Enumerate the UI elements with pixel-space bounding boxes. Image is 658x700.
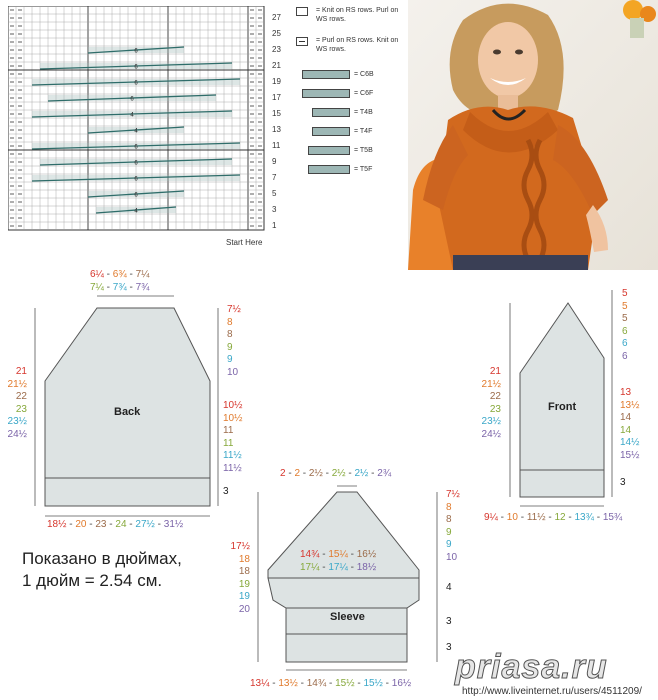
size-value: 14 bbox=[620, 424, 632, 436]
size-value: 21½ bbox=[7, 378, 27, 390]
back-length-measure bbox=[3, 366, 27, 441]
size-value: 6¾ bbox=[112, 269, 127, 280]
front-hem bbox=[520, 470, 604, 497]
separator: - bbox=[368, 468, 378, 479]
size-value: 10 bbox=[506, 512, 518, 523]
size-value: 24½ bbox=[481, 428, 501, 440]
size-value: 2¾ bbox=[377, 468, 392, 479]
size-value: 19 bbox=[238, 591, 250, 602]
size-value: 12 bbox=[554, 512, 566, 523]
sleeve-cap-height-measure bbox=[446, 489, 460, 564]
separator: - bbox=[347, 549, 357, 560]
size-value: 23 bbox=[15, 403, 27, 415]
separator: - bbox=[319, 549, 329, 560]
cable-label: 4 bbox=[134, 208, 138, 215]
size-value: 11 bbox=[223, 437, 234, 449]
size-value: 18½ bbox=[356, 561, 377, 573]
size-value: 20 bbox=[75, 519, 87, 530]
size-value: 18 bbox=[238, 566, 250, 577]
separator: - bbox=[103, 281, 113, 293]
size-value: 2½ bbox=[354, 468, 369, 479]
row-number: 5 bbox=[272, 189, 277, 198]
separator: - bbox=[382, 678, 392, 689]
size-value: 5 bbox=[622, 288, 628, 299]
legend-cable-code: = T5B bbox=[354, 147, 373, 154]
separator: - bbox=[154, 519, 164, 530]
size-value: 8 bbox=[446, 501, 452, 513]
cable-label: 6 bbox=[134, 176, 138, 183]
watermark-logo: priasa.ru bbox=[455, 648, 608, 686]
front-neck-measure bbox=[622, 288, 628, 363]
size-value: 10 bbox=[227, 366, 239, 378]
size-value: 6 bbox=[622, 325, 628, 337]
size-value: 2 bbox=[294, 468, 301, 479]
back-armhole-measure bbox=[227, 304, 241, 379]
size-value: 2½ bbox=[308, 468, 323, 479]
legend-cable-code: = C6F bbox=[354, 90, 374, 97]
size-value: 16½ bbox=[391, 678, 412, 689]
row-number: 1 bbox=[272, 221, 277, 230]
row-number: 3 bbox=[272, 205, 277, 214]
size-value: 8 bbox=[227, 329, 233, 340]
front-piece bbox=[520, 303, 604, 470]
legend-cable-code: = T4B bbox=[354, 109, 373, 116]
row-number: 15 bbox=[272, 109, 281, 118]
legend-cable-code: = T4F bbox=[354, 128, 373, 135]
size-value: 13¼ bbox=[250, 678, 270, 689]
separator: - bbox=[593, 512, 603, 523]
legend-knit-text: = Knit on RS rows. Purl on WS rows. bbox=[316, 7, 399, 23]
separator: - bbox=[517, 512, 527, 523]
sleeve-hem bbox=[286, 634, 407, 662]
size-value: 13½ bbox=[278, 678, 298, 689]
size-value: 31½ bbox=[163, 519, 184, 530]
size-value: 7¾ bbox=[112, 281, 127, 293]
row-number: 13 bbox=[272, 125, 281, 134]
size-value: 10½ bbox=[223, 412, 243, 424]
front-side-measure bbox=[620, 387, 639, 462]
separator: - bbox=[126, 519, 136, 530]
separator: - bbox=[297, 678, 307, 689]
legend-cable-code: = C6B bbox=[354, 71, 374, 78]
cable-label: 6 bbox=[134, 48, 138, 55]
back-width-measure bbox=[47, 519, 183, 532]
size-value: 5 bbox=[622, 313, 628, 324]
size-value: 15½ bbox=[363, 678, 383, 689]
row-number: 25 bbox=[272, 29, 281, 38]
size-value: 15¾ bbox=[602, 512, 623, 523]
cable-label: 4 bbox=[130, 112, 134, 119]
cable-label: 4 bbox=[134, 128, 138, 135]
size-value: 9¼ bbox=[484, 512, 498, 523]
size-value: 23 bbox=[489, 403, 501, 415]
row-number: 27 bbox=[272, 13, 281, 22]
cable-label: 6 bbox=[134, 64, 138, 71]
size-value: 8 bbox=[227, 316, 233, 328]
sleeve-width-measure bbox=[250, 678, 411, 691]
size-value: 23 bbox=[95, 519, 107, 530]
size-value: 21 bbox=[15, 366, 27, 377]
size-value: 13½ bbox=[620, 399, 640, 411]
watermark-url: http://www.liveinternet.ru/users/4511209/ bbox=[462, 686, 642, 697]
separator: - bbox=[545, 512, 555, 523]
size-value: 19 bbox=[238, 578, 250, 590]
size-value: 13 bbox=[620, 387, 632, 398]
row-number: 11 bbox=[272, 141, 281, 150]
sleeve-label: Sleeve bbox=[330, 611, 365, 623]
separator: - bbox=[66, 519, 76, 530]
back-hem-measure: 3 bbox=[223, 486, 229, 497]
size-value: 8 bbox=[446, 514, 452, 525]
size-value: 15½ bbox=[335, 678, 355, 689]
size-value: 21½ bbox=[481, 378, 501, 390]
size-value: 10½ bbox=[223, 400, 243, 411]
separator: - bbox=[322, 468, 332, 479]
separator: - bbox=[86, 519, 96, 530]
back-piece bbox=[45, 308, 210, 478]
size-value: 7½ bbox=[446, 489, 460, 500]
size-value: 7¼ bbox=[90, 281, 104, 293]
separator: - bbox=[300, 468, 309, 479]
front-width-measure bbox=[484, 512, 622, 525]
size-value: 10 bbox=[446, 551, 458, 563]
back-hem bbox=[45, 478, 210, 506]
size-value: 14 bbox=[620, 412, 632, 423]
size-value: 15¼ bbox=[328, 549, 348, 560]
size-value: 17½ bbox=[230, 541, 250, 552]
size-value: 7¾ bbox=[135, 281, 150, 293]
row-number: 19 bbox=[272, 77, 281, 86]
size-value: 2 bbox=[280, 468, 286, 479]
size-value: 22 bbox=[15, 391, 27, 402]
size-value: 17¼ bbox=[300, 561, 320, 573]
size-value: 6 bbox=[622, 338, 628, 349]
size-value: 15½ bbox=[620, 449, 640, 461]
size-value: 21 bbox=[489, 366, 501, 377]
size-value: 7½ bbox=[227, 304, 241, 315]
size-value: 9 bbox=[446, 526, 452, 538]
sleeve-cuff bbox=[268, 578, 419, 608]
size-value: 14½ bbox=[620, 437, 640, 448]
size-value: 23½ bbox=[481, 416, 501, 427]
separator: - bbox=[347, 561, 357, 573]
size-value: 7¼ bbox=[135, 269, 150, 280]
row-number: 23 bbox=[272, 45, 281, 54]
size-value: 9 bbox=[227, 354, 233, 365]
back-side-measure bbox=[223, 400, 242, 475]
size-value: 24½ bbox=[7, 428, 27, 440]
size-value: 18 bbox=[238, 553, 250, 565]
units-note bbox=[22, 548, 252, 592]
separator: - bbox=[269, 678, 279, 689]
size-value: 9 bbox=[227, 341, 233, 353]
units-note-line2: 1 дюйм = 2.54 см. bbox=[22, 571, 163, 590]
size-value: 2½ bbox=[331, 468, 346, 479]
sleeve-hem-measure: 3 bbox=[446, 642, 452, 653]
size-value: 5 bbox=[622, 300, 628, 312]
size-value: 17¼ bbox=[328, 561, 348, 573]
separator: - bbox=[497, 512, 507, 523]
row-number: 17 bbox=[272, 93, 281, 102]
size-value: 9 bbox=[446, 539, 452, 550]
sleeve-mid-measure: 3 bbox=[446, 616, 452, 627]
separator: - bbox=[285, 468, 295, 479]
separator: - bbox=[565, 512, 575, 523]
separator: - bbox=[326, 678, 336, 689]
back-label: Back bbox=[114, 406, 141, 418]
cable-label: 6 bbox=[134, 144, 138, 151]
sleeve-cap-width bbox=[300, 549, 376, 574]
row-number: 9 bbox=[272, 157, 277, 166]
separator: - bbox=[106, 519, 116, 530]
cable-label: 6 bbox=[134, 160, 138, 167]
units-note-line1: Показано в дюймах, bbox=[22, 549, 182, 568]
sleeve-top-width bbox=[280, 468, 391, 481]
separator: - bbox=[354, 678, 364, 689]
size-value: 6 bbox=[622, 350, 628, 362]
sleeve-cuff-measure: 4 bbox=[446, 582, 452, 593]
size-value: 11½ bbox=[526, 512, 546, 523]
size-value: 6¼ bbox=[90, 269, 104, 280]
separator: - bbox=[345, 468, 355, 479]
size-value: 11½ bbox=[223, 450, 242, 461]
legend-cable-code: = T5F bbox=[354, 166, 373, 173]
back-top-width bbox=[90, 269, 150, 294]
size-value: 20 bbox=[238, 603, 250, 615]
front-label: Front bbox=[548, 401, 577, 413]
size-value: 24 bbox=[115, 519, 127, 530]
cable-label: 6 bbox=[134, 80, 138, 87]
size-value: 13¾ bbox=[574, 512, 594, 523]
front-length-measure bbox=[476, 366, 501, 441]
separator: - bbox=[103, 269, 113, 280]
row-number: 7 bbox=[272, 173, 277, 182]
size-value: 11 bbox=[223, 425, 234, 436]
front-hem-measure: 3 bbox=[620, 477, 626, 488]
cable-label: 6 bbox=[134, 192, 138, 199]
separator: - bbox=[126, 269, 136, 280]
start-here-label: Start Here bbox=[226, 238, 263, 247]
size-value: 18½ bbox=[47, 519, 67, 530]
separator: - bbox=[126, 281, 136, 293]
separator: - bbox=[319, 561, 329, 573]
size-value: 27½ bbox=[135, 519, 155, 530]
size-value: 22 bbox=[489, 391, 501, 402]
row-number: 21 bbox=[272, 61, 281, 70]
size-value: 16½ bbox=[356, 549, 377, 560]
size-value: 14¾ bbox=[306, 678, 327, 689]
legend-purl-text: = Purl on RS rows. Knit on WS rows. bbox=[316, 37, 399, 53]
cable-label: 6 bbox=[130, 96, 134, 103]
size-value: 23½ bbox=[7, 416, 27, 427]
size-value: 14¾ bbox=[300, 549, 320, 560]
size-value: 11½ bbox=[223, 462, 242, 474]
